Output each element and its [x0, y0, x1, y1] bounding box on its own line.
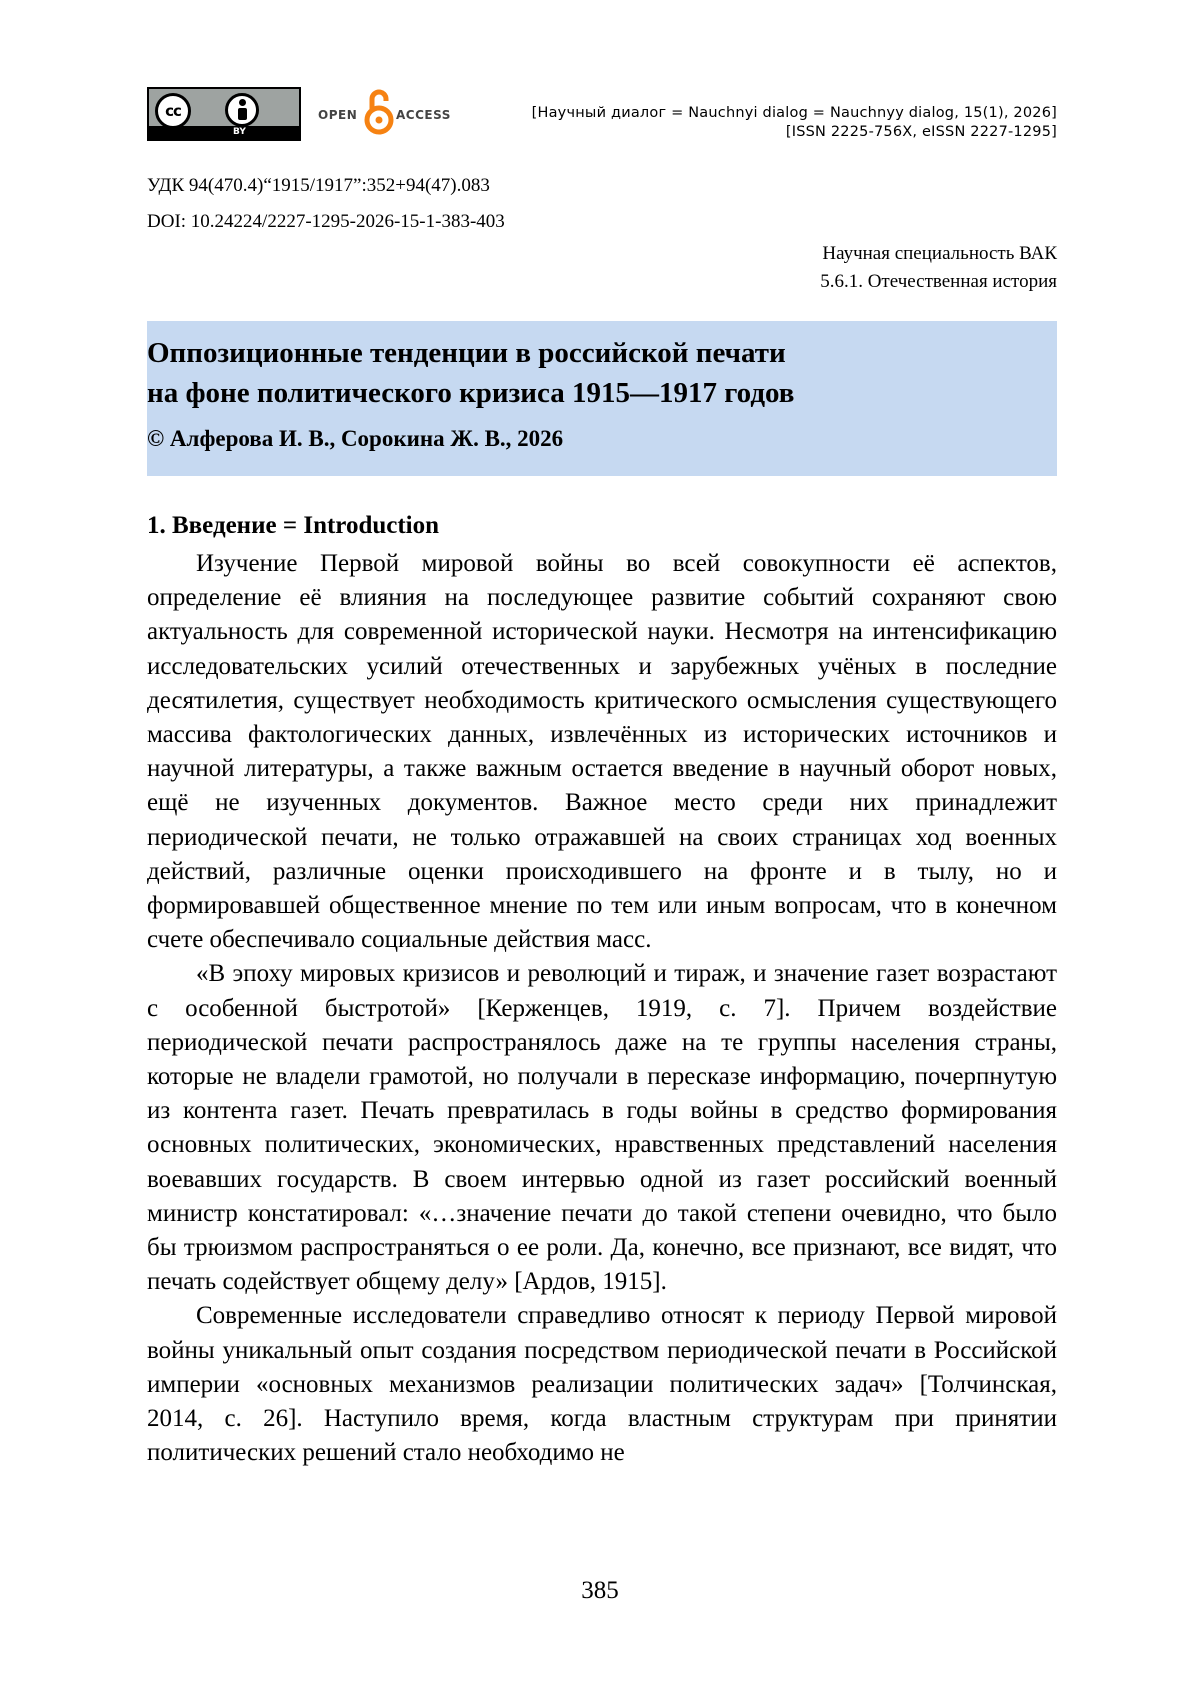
title-line-2: на фоне политического кризиса 1915—1917 годов [147, 377, 795, 409]
vak-line-1: Научная специальность ВАК [822, 243, 1057, 264]
cc-label: cc [165, 102, 181, 120]
vak-specialty [820, 240, 1057, 296]
journal-reference [532, 104, 1057, 142]
title-line-1: Оппозиционные тенденции в российской печати [147, 337, 786, 369]
journal-issn: [ISSN 2225-756X, eISSN 2227-1295] [785, 124, 1057, 140]
udk-code: УДК 94(470.4)“1915/1917”:352+94(47).083 [147, 175, 490, 196]
paragraph: Изучение Первой мировой войны во всей совокупности её аспектов, определение её влияния на последующее развитие событий сохраняют свою актуальность для современной исторической науки. Несмотря на интенсификацию исследовательских усилий отечественных и зарубежных учёных в последние десятилетия, существует необходимость критического осмысления существующего массива фактологических данных, извлечённых из исторических источников и научной литературы, а также важным остается введение в научный оборот новых, ещё не изученных документов. Важное место среди них принадлежит периодической печати, не только отражавшей на своих страницах ход военных действий, различные оценки происходившего на фронте и в тылу, но и формировавшей общественное мнение по тем или иным вопросам, что в конечном счете обеспечивало социальные действия масс. [147, 550, 1057, 954]
license-strip [149, 126, 299, 139]
page-number: 385 [581, 1577, 619, 1604]
vak-line-2: 5.6.1. Отечественная история [820, 271, 1057, 292]
open-lock-icon [364, 87, 394, 137]
paragraph: «В эпоху мировых кризисов и революций и тираж, и значение газет возрастают с особенной быстротой» [Керженцев, 1919, с. 7]. Причем воздействие периодической печати распространялось даже на те группы населения страны, которые не владели грамотой, но получали в пересказе информацию, почерпнутую из контента газет. Печать превратилась в годы войны в средство формирования основных политических, экономических, нравственных представлений населения воевавших государств. В своем интервью одной из газет российский военный министр констатировал: «…значение печати до такой степени очевидно, что было бы трюизмом распространяться о ее роли. Да, конечно, все признают, все видят, что печать содействует общему делу» [Ардов, 1915]. [147, 960, 1057, 1296]
cc-by-license-badge[interactable] [147, 87, 301, 141]
open-access-left-label: OPEN [318, 108, 358, 122]
open-access-logo[interactable] [318, 87, 458, 137]
article-body [147, 547, 1057, 1470]
paragraph: Современные исследователи справедливо относят к периоду Первой мировой войны уникальный опыт создания посредством периодической печати в Российской империи «основных механизмов реализации политических задач» [Толчинская, 2014, с. 26]. Наступило время, когда властным структурам при принятии политических решений стало необходимо не [147, 1302, 1057, 1467]
open-access-right-label: ACCESS [396, 108, 451, 122]
doi[interactable]: DOI: 10.24224/2227-1295-2026-15-1-383-403 [147, 211, 505, 232]
cc-icon [155, 93, 191, 129]
journal-citation: [Научный диалог = Nauchnyi dialog = Nauchnyy dialog, 15(1), 2026] [531, 105, 1057, 121]
authors: © Алферова И. В., Сорокина Ж. В., 2026 [147, 426, 564, 451]
article-title [147, 333, 794, 413]
title-block [147, 321, 1057, 476]
section-heading: 1. Введение = Introduction [147, 512, 440, 539]
by-label: BY [233, 127, 246, 137]
attribution-person-icon [225, 93, 259, 127]
